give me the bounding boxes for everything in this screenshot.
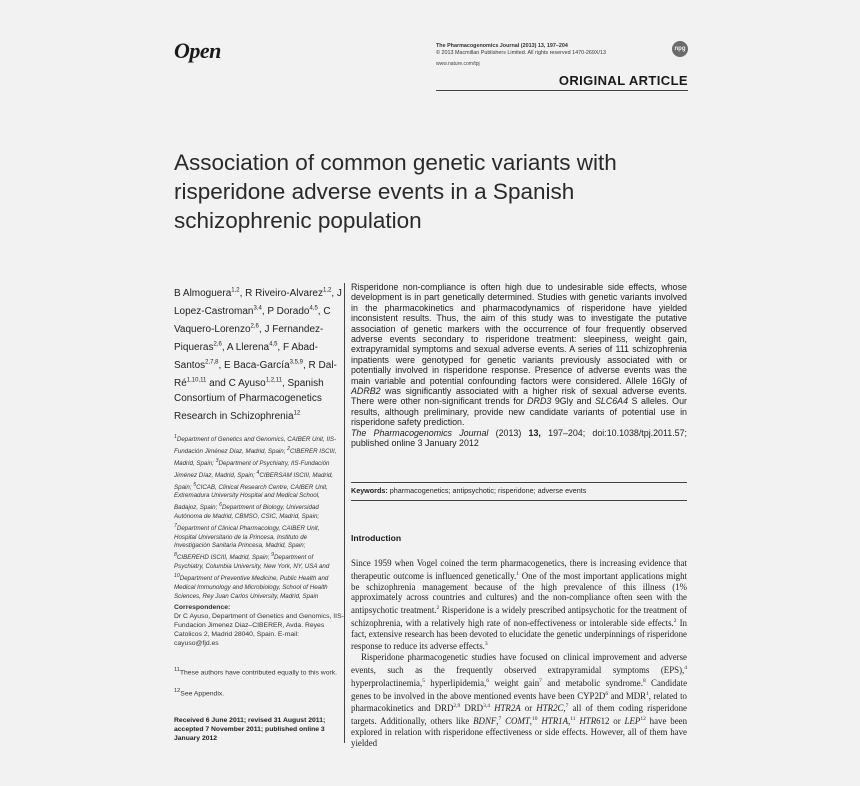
citation-rest: 197–204; doi:10.1038/tpj.2011.57; published online 3 January 2012 [351, 427, 688, 449]
journal-citation-line: The Pharmacogenomics Journal (2013) 13, 197–204 [436, 43, 568, 49]
footnotes [174, 666, 344, 708]
abstract-text: Risperidone non-compliance is often high due to undesirable side effects, whose development is in part genetically determined. Studies with genetic variants involved in the pharmacokinetics and pharmacodynamics of risperidone have yielded inconsistent results. Thus, the aim of this study was to investigate the putative association of genetic markers with the occurrence of four frequently observed adverse events secondary to risperidone treatment: sleepiness, weight gain, extrapyramidal symptoms and sexual adverse events. A series of 111 schizophrenia inpatients were genotyped for genetic variants previously associated with or potentially involved in risperidone response. Presence of adverse events was the main variable and potential confounding factors were considered. Allele 16Gly of ADRB2 was significantly associated with a higher risk of sexual adverse events. There were other non-significant trends for DRD3 9Gly and SLC6A4 S alleles. Our results, although preliminary, provide new candidate variants of potential use in risperidone safety prediction. [351, 282, 687, 428]
journal-info [436, 43, 666, 57]
footnote-appendix: $^{12}$See Appendix. [174, 688, 225, 698]
correspondence-block [174, 604, 344, 649]
keywords-label: Keywords: [351, 486, 388, 495]
intro-paragraph-1: Since 1959 when Vogel coined the term pharmacogenetics, there is increasing evidence that therapeutic outcome is influenced genetically.$^1$ One of the most important applications might be schizophrenia management because of the high prevalence of this illness (1% approximately across countries and cultures) and the non-compliance often seen with the antipsychotic treatment.$^2$ Risperidone is a widely prescribed antipsychotic for the treatment of schizophrenia, with a relatively high rate of non-effectiveness or intolerable side effects.$^2$ In fact, extensive research has been devoted to elucidate the genetic underpinnings of risperidone response to reduce its adverse effects.$^3$ [351, 558, 687, 652]
correspondence-heading: Correspondence: [174, 604, 231, 611]
correspondence-text: Dr C Ayuso, Department of Genetics and Genomics, IIS-Fundacion Jimenez Diaz–CIBERER, Avda. Reyes Catolicos 2, Madrid 28040, Spain. E-mail: cayuso@fjd.es [174, 612, 344, 647]
keywords-text: pharmacogenetics; antipsychotic; risperidone; adverse events [389, 486, 587, 495]
citation-year: (2013) [495, 427, 522, 438]
authors-text: B Almoguera$^{1,2}$, R Riveiro-Alvarez$^{1,2}$, J Lopez-Castroman$^{3,4}$, P Dorado$^{4,5}$, C Vaquero-Lorenzo$^{2,6}$, J Fernandez-Piqueras$^{2,6}$, A Llerena$^{4,5}$, F Abad-Santos$^{2,7,8}$, E Baca-García$^{3,5,9}$, R Dal-Ré$^{1,10,11}$ and C Ayuso$^{1,2,11}$, Spanish Consortium of Pharmacogenetics Research in Schizophrenia$^{12}$ [174, 288, 342, 423]
column-divider [344, 283, 345, 743]
citation-volume: 13, [528, 427, 541, 438]
intro-paragraph-2: Risperidone pharmacogenetic studies have focused on clinical improvement and adverse events, such as the frequently observed extrapyramidal symptoms (EPS),$^4$ hyperprolactinemia,$^5$ hyperlipidemia,$^6$ weight gain$^7$ and metabolic syndrome.$^8$ Candidate genes to be involved in the above mentioned events have been $CYP2D^6$ and MDR$^1$, related to pharmacokinetics and DRD$^{2,9}$ DRD$^{3,4}$ HTR2A or HTR2C,$^7$ all of them coding risperidone targets. Additionally, others like BDNF,$^7$ COMT,$^{10}$ HTR1A,$^{11}$ HTR612 or LEP$^{12}$ have been explored in relation with risperidone effectiveness or side effects. However, all of them have yielded [351, 652, 688, 748]
footnote-equal-contribution: $^{11}$These authors have contributed equally to this work. [174, 667, 338, 677]
affiliations-text: $^1$Department of Genetics and Genomics, CAIBER Unit, IIS-Fundación Jiménez Díaz, Madrid, Spain; $^2$CIBERER ISCIII, Madrid, Spain; $^3$Department of Psychiatry, IIS-Fundación Jiménez Díaz, Madrid, Spain; $^4$CIBERSAM ISCIII, Madrid, Spain; $^5$CICAB, Clinical Research Centre, CAIBER Unit, Extremadura University Hospital and Medical School, Badajoz, Spain; $^6$Department of Biology, Universidad Autónoma de Madrid, CBMSO, CSIC, Madrid, Spain; $^7$Department of Clinical Pharmacology, CAIBER Unit, Hospital Universitario de la Princesa, Instituto de Investigación Sanitaria Princesa, Madrid, Spain; $^8$CIBEREHD ISCIII, Madrid, Spain; $^9$Department of Psychiatry, Columbia University, New York, NY, USA and $^{10}$Department of Preventive Medicine, Public Health and Medical Immunology and Microbiology, School of Health Sciences, Rey Juan Carlos University, Madrid, Spain [174, 434, 337, 600]
author-list [174, 284, 342, 425]
abstract [351, 282, 687, 449]
copyright-line: © 2013 Macmillan Publishers Limited. All rights reserved 1470-269X/13 [436, 50, 606, 56]
keywords [351, 486, 687, 495]
keywords-divider [351, 500, 687, 501]
affiliations [174, 433, 338, 601]
citation-journal: The Pharmacogenomics Journal [351, 427, 489, 438]
npg-logo-icon: npg [672, 41, 688, 57]
open-access-logo: Open [174, 38, 221, 63]
article-title: Association of common genetic variants with risperidone adverse events in a Spanish schizophrenic population [174, 150, 617, 233]
section-heading-introduction: Introduction [351, 533, 402, 543]
article-type-label: ORIGINAL ARTICLE [558, 73, 688, 88]
journal-website-link[interactable]: www.nature.com/tpj [436, 61, 480, 67]
introduction-body [351, 558, 687, 748]
header-divider [436, 90, 688, 91]
received-dates: Received 6 June 2011; revised 31 August 2011; accepted 7 November 2011; published online 3 January 2012 [174, 717, 326, 742]
abstract-divider [351, 482, 687, 483]
